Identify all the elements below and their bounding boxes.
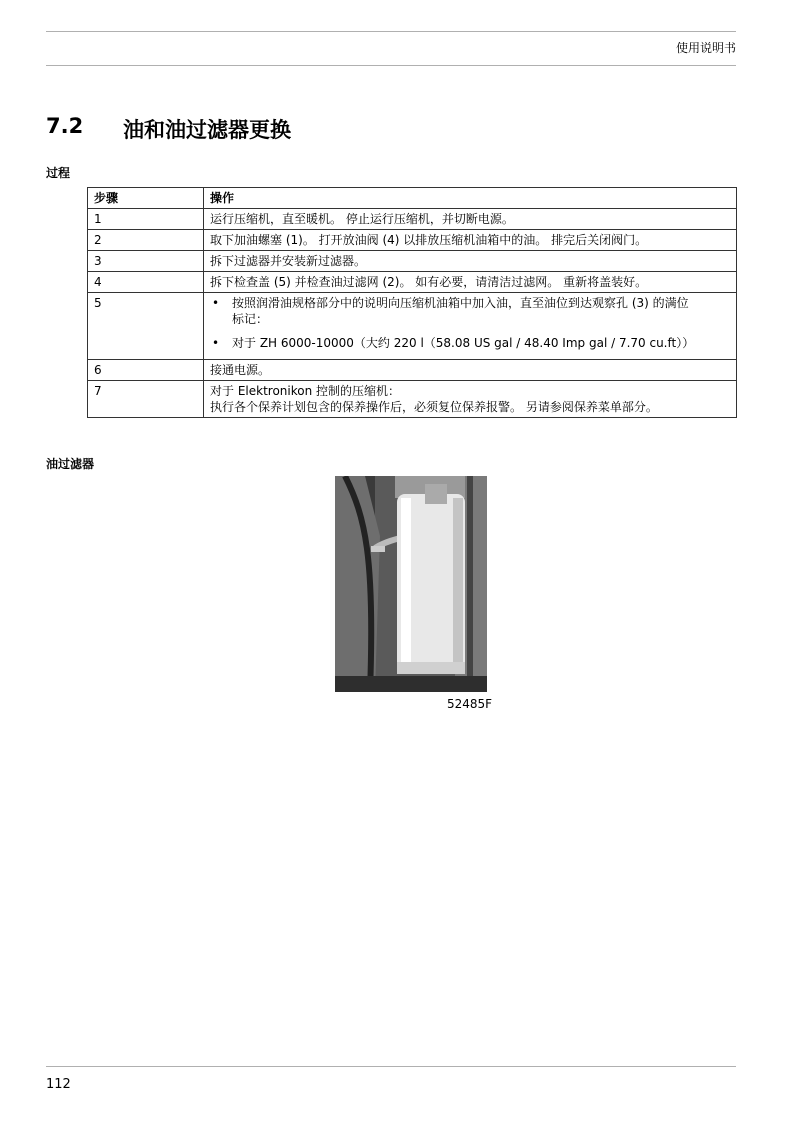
table-header-row (88, 188, 737, 209)
oil-filter-photo (335, 476, 487, 692)
figure-caption: 52485F (447, 697, 493, 711)
step-number: 5 (88, 293, 204, 360)
table-row (88, 251, 737, 272)
table-row (88, 360, 737, 381)
table-row (88, 209, 737, 230)
bullet-marker: • (212, 296, 220, 310)
table-row (88, 230, 737, 251)
step-number: 1 (88, 209, 204, 230)
section-title: 油和油过滤器更换 (123, 118, 291, 142)
bullet-marker: • (212, 336, 220, 350)
manual-title: 使用说明书 (675, 41, 736, 55)
step-action-line: 对于 Elektronikon 控制的压缩机： (210, 384, 401, 398)
step-number: 3 (88, 251, 204, 272)
step-number: 2 (88, 230, 204, 251)
header-rule-bottom (46, 65, 736, 66)
bullet-item (210, 295, 730, 327)
bullet-text: 对于 ZH 6000-10000（大约 220 l（58.08 US gal / 48.40 Imp gal / 7.70 cu.ft）） (232, 336, 695, 350)
table-row (88, 272, 737, 293)
step-action: 接通电源。 (204, 360, 737, 381)
section-number: 7.2 (46, 114, 84, 138)
step-number: 6 (88, 360, 204, 381)
figure-heading: 油过滤器 (46, 457, 95, 471)
column-header-action: 操作 (204, 188, 737, 209)
step-action: 取下加油螺塞 (1)。 打开放油阀 (4) 以排放压缩机油箱中的油。 排完后关闭阀门。 (204, 230, 737, 251)
oil-filter-illustration (335, 476, 487, 692)
step-action (204, 293, 737, 360)
step-number: 4 (88, 272, 204, 293)
step-action: 拆下检查盖 (5) 并检查油过滤网 (2)。 如有必要，请清洁过滤网。 重新将盖装好。 (204, 272, 737, 293)
step-action (204, 381, 737, 418)
header-rule-top (46, 31, 736, 32)
footer-rule (46, 1066, 736, 1067)
step-action: 运行压缩机，直至暖机。 停止运行压缩机，并切断电源。 (204, 209, 737, 230)
page-number: 112 (46, 1077, 71, 1092)
column-header-step: 步骤 (88, 188, 204, 209)
step-action: 拆下过滤器并安装新过滤器。 (204, 251, 737, 272)
procedure-heading: 过程 (46, 166, 71, 180)
step-number: 7 (88, 381, 204, 418)
bullet-text: 按照润滑油规格部分中的说明向压缩机油箱中加入油，直至油位到达观察孔 (3) 的满位标记： (232, 296, 689, 326)
step-action-line: 执行各个保养计划包含的保养操作后，必须复位保养报警。 另请参阅保养菜单部分。 (210, 400, 658, 414)
table-row (88, 293, 737, 360)
table-row (88, 381, 737, 418)
procedure-table (87, 187, 737, 418)
bullet-item (210, 335, 730, 351)
